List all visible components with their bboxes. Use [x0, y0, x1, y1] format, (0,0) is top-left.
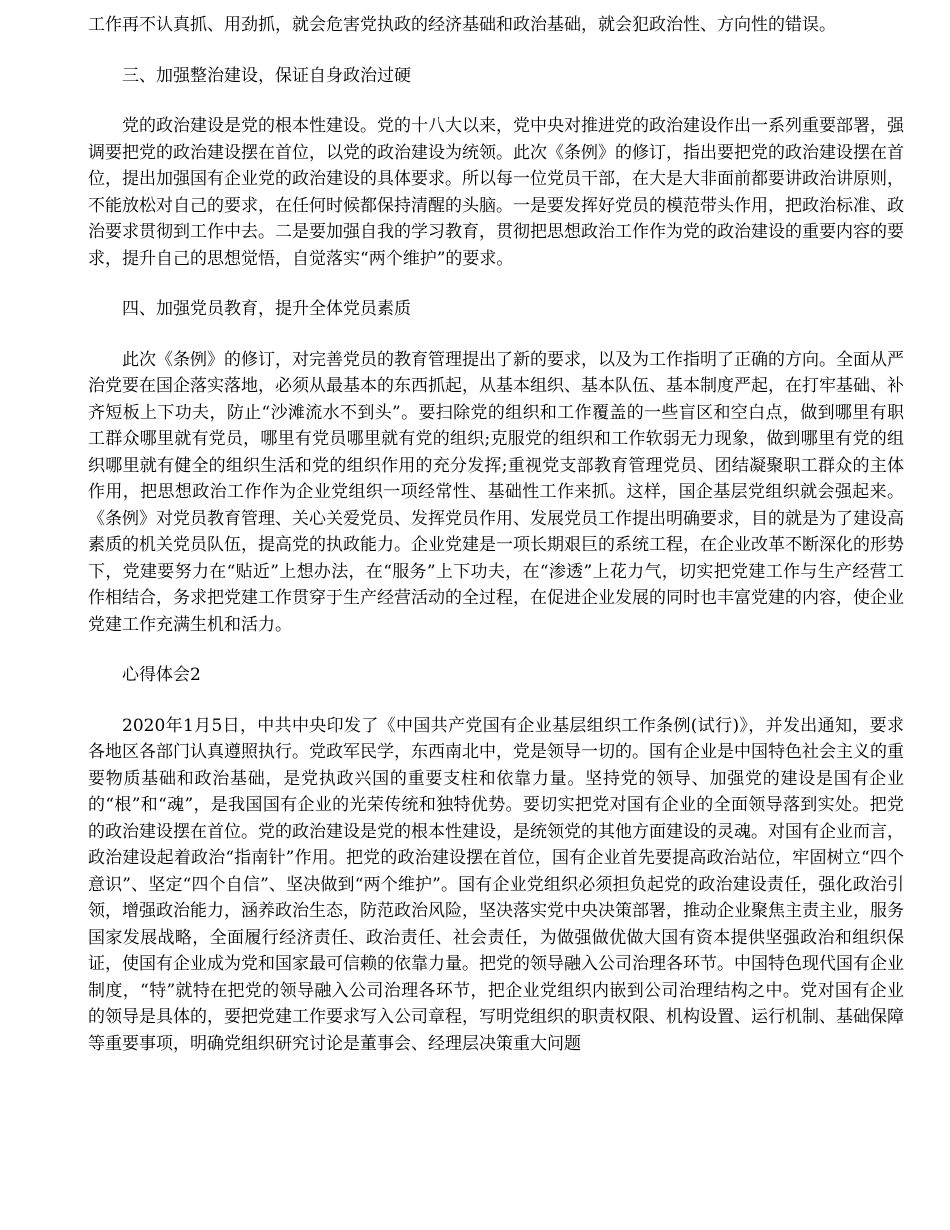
section-heading-3: 三、加强整治建设，保证自身政治过硬 [122, 65, 411, 86]
paragraph-member-education: 此次《条例》的修订，对完善党员的教育管理提出了新的要求，以及为工作指明了正确的方向。全面从严治党要在国企落实落地，必须从最基本的东西抓起，从基本组织、基本队伍、基本制度严起，在打牢基础、补齐短板上下功夫，防止“沙滩流水不到头”。要扫除党的组织和工作覆盖的一些盲区和空白点，做到哪里有职工群众哪里就有党员，哪里有党员哪里就有党的组织;克服党的组织和工作软弱无力现象，做到哪里有党的组织哪里就有健全的组织生活和党的组织作用的充分发挥;重视党支部教育管理党员、团结凝聚职工群众的主体作用，把思想政治工作作为企业党组织一项经常性、基础性工作来抓。这样，国企基层党组织就会强起来。《条例》对党员教育管理、关心关爱党员、发挥党员作用、发展党员工作提出明确要求，目的就是为了建设高素质的机关党员队伍，提高党的执政能力。企业党建是一项长期艰巨的系统工程，在企业改革不断深化的形势下，党建要努力在“贴近”上想办法，在“服务”上下功夫，在“渗透”上花力气，切实把党建工作与生产经营工作相结合，务求把党建工作贯穿于生产经营活动的全过程，在促进企业发展的同时也丰富党建的内容，使企业党建工作充满生机和活力。 [88, 349, 904, 635]
paragraph-gap [88, 89, 904, 113]
section-heading-4: 四、加强党员教育，提升全体党员素质 [122, 299, 411, 319]
paragraph-gap [88, 638, 904, 662]
paragraph-gap [88, 272, 904, 296]
paragraph-political-building: 党的政治建设是党的根本性建设。党的十八大以来，党中央对推进党的政治建设作出一系列重要部署，强调要把党的政治建设摆在首位，以党的政治建设为统领。此次《条例》的修订，指出要把党的政治建设摆在首位，提出加强国有企业党的政治建设的具体要求。所以每一位党员干部，在大是大非面前都要讲政治讲原则，不能放松对自己的要求，在任何时候都保持清醒的头脑。一是要发挥好党员的模范带头作用，把政治标准、政治要求贯彻到工作中去。二是要加强自我的学习教育，贯彻把思想政治工作作为党的政治建设的重要内容的要求，提升自己的思想觉悟，自觉落实“两个维护”的要求。 [88, 116, 904, 269]
paragraph-gap [88, 323, 904, 347]
paragraph-gap [88, 689, 904, 713]
paragraph-regulation-notice: 2020年1月5日，中共中央印发了《中国共产党国有企业基层组织工作条例(试行)》，并发出通知，要求各地区各部门认真遵照执行。党政军民学，东西南北中，党是领导一切的。国有企业是中国特色社会主义的重要物质基础和政治基础，是党执政兴国的重要支柱和依靠力量。坚持党的领导、加强党的建设是国有企业的“根”和“魂”，是我国国有企业的光荣传统和独特优势。要切实把党对国有企业的全面领导落到实处。把党的政治建设摆在首位。党的政治建设是党的根本性建设，是统领党的其他方面建设的灵魂。对国有企业而言，政治建设起着政治“指南针”作用。把党的政治建设摆在首位，国有企业首先要提高政治站位，牢固树立“四个意识”、坚定“四个自信”、坚决做到“两个维护”。国有企业党组织必须担负起党的政治建设责任，强化政治引领，增强政治能力，涵养政治生态，防范政治风险，坚决落实党中央决策部署，推动企业聚焦主责主业，服务国家发展战略，全面履行经济责任、政治责任、社会责任，为做强做优做大国有资本提供坚强政治和组织保证，使国有企业成为党和国家最可信赖的依靠力量。把党的领导融入公司治理各环节。中国特色现代国有企业制度，“特”就特在把党的领导融入公司治理各环节，把企业党组织内嵌到公司治理结构之中。党对国有企业的领导是具体的，要把党建工作要求写入公司章程，写明党组织的职责权限、机构设置、运行机制、基础保障等重要事项，明确党组织研究讨论是董事会、经理层决策重大问题 [88, 715, 904, 1054]
section-heading-reflection-2: 心得体会2 [122, 665, 201, 685]
paragraph-continued: 工作再不认真抓、用劲抓，就会危害党执政的经济基础和政治基础，就会犯政治性、方向性的错误。 [88, 15, 836, 35]
paragraph-gap [88, 39, 904, 63]
